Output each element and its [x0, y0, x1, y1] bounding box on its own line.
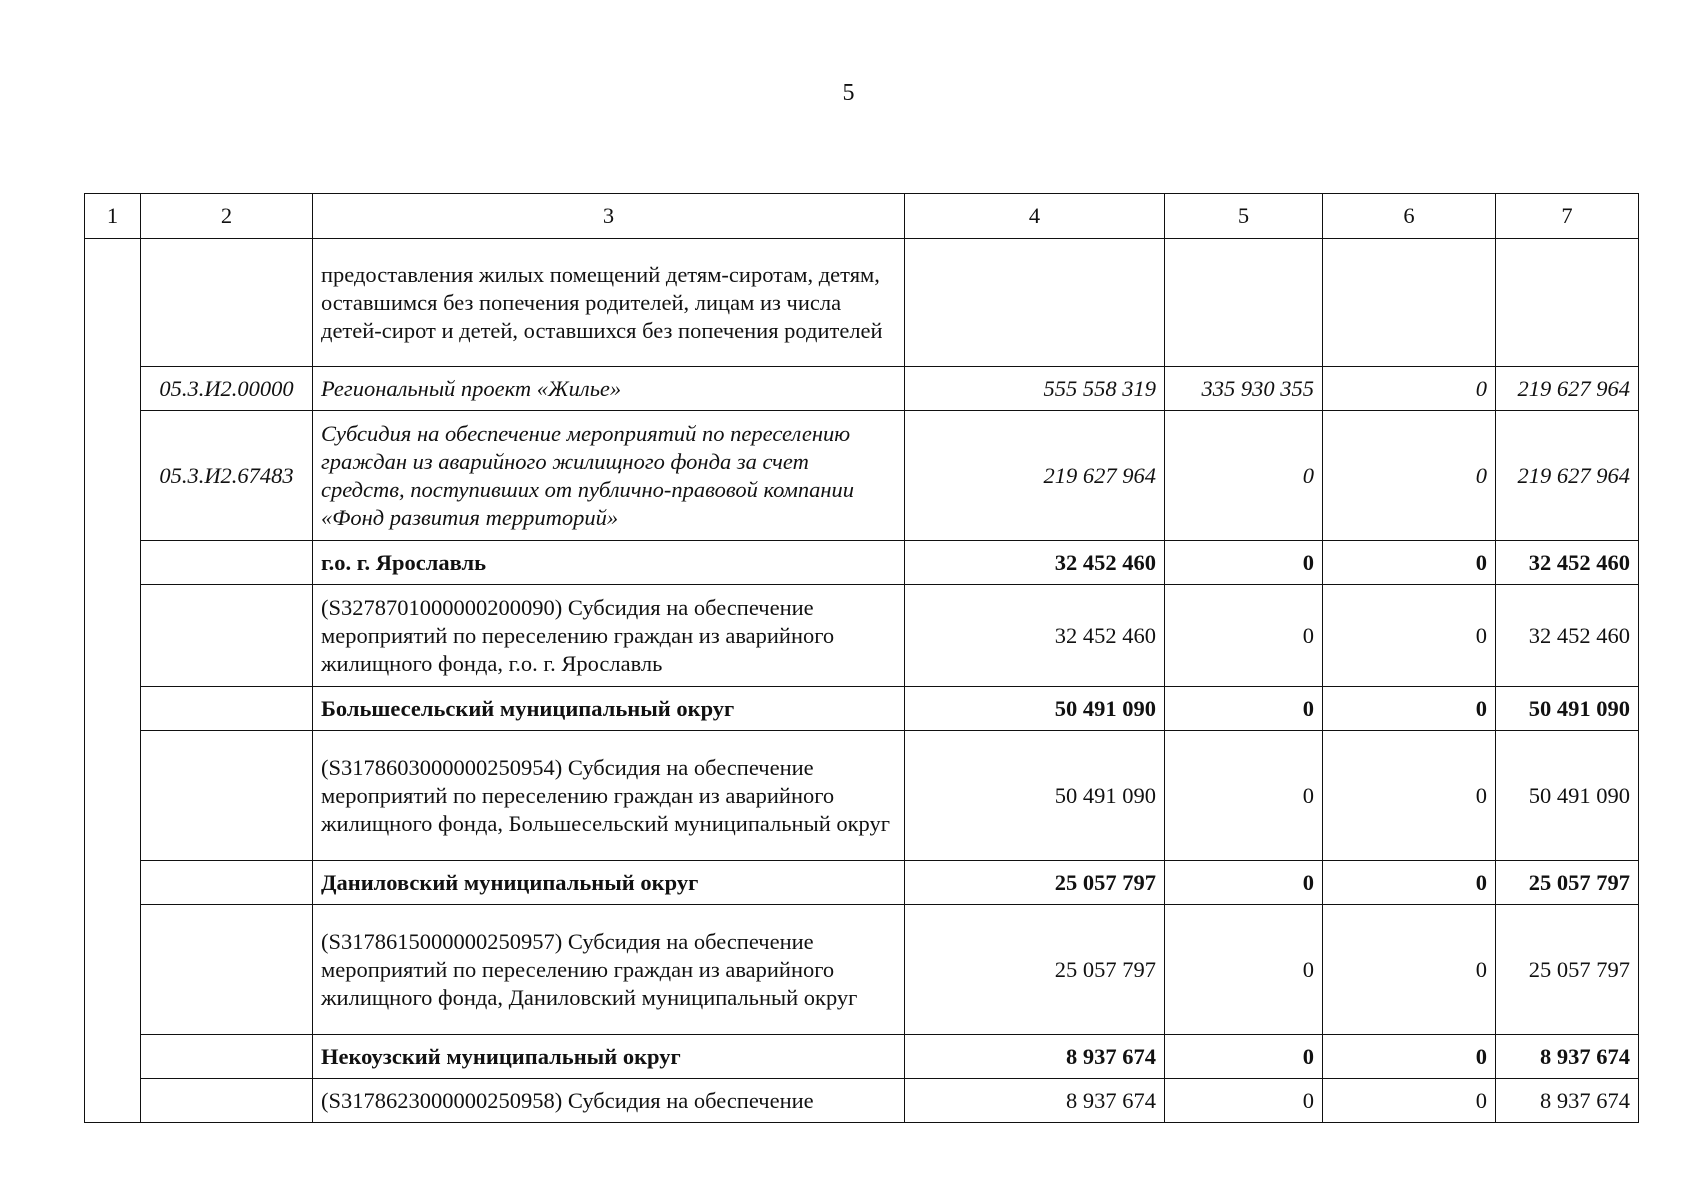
value-cell: 0 [1323, 541, 1496, 585]
value-cell: 25 057 797 [1496, 905, 1639, 1035]
value-cell: 0 [1165, 731, 1323, 861]
value-cell [1165, 239, 1323, 367]
code-cell [141, 1079, 313, 1123]
value-cell: 25 057 797 [905, 861, 1165, 905]
value-cell: 32 452 460 [905, 541, 1165, 585]
value-cell: 0 [1323, 731, 1496, 861]
value-cell: 0 [1323, 687, 1496, 731]
description-cell: (S3178603000000250954) Субсидия на обеспечение мероприятий по переселению граждан из аварийного жилищного фонда, Большесельский муниципальный округ [313, 731, 905, 861]
description-cell: Субсидия на обеспечение мероприятий по переселению граждан из аварийного жилищного фонда за счет средств, поступивших от публично-правовой компании «Фонд развития территорий» [313, 411, 905, 541]
code-cell: 05.3.И2.67483 [141, 411, 313, 541]
description-cell: (S3178623000000250958) Субсидия на обеспечение [313, 1079, 905, 1123]
table-row [85, 861, 1639, 905]
value-cell: 0 [1165, 1035, 1323, 1079]
value-cell: 0 [1165, 411, 1323, 541]
table-row [85, 687, 1639, 731]
value-cell: 335 930 355 [1165, 367, 1323, 411]
column-header: 5 [1165, 194, 1323, 239]
number-cell [85, 239, 141, 1123]
header-row [85, 194, 1639, 239]
page-number: 5 [842, 80, 855, 106]
table-row [85, 239, 1639, 367]
table-row [85, 585, 1639, 687]
description-cell: предоставления жилых помещений детям-сиротам, детям, оставшимся без попечения родителей, лицам из числа детей-сирот и детей, оставшихся без попечения родителей [313, 239, 905, 367]
value-cell: 0 [1165, 905, 1323, 1035]
value-cell: 555 558 319 [905, 367, 1165, 411]
value-cell: 8 937 674 [905, 1079, 1165, 1123]
code-cell [141, 861, 313, 905]
value-cell: 0 [1323, 905, 1496, 1035]
code-cell [141, 585, 313, 687]
table-row [85, 905, 1639, 1035]
value-cell: 25 057 797 [905, 905, 1165, 1035]
table-row [85, 1079, 1639, 1123]
value-cell: 0 [1323, 585, 1496, 687]
table-row [85, 1035, 1639, 1079]
code-cell [141, 239, 313, 367]
code-cell [141, 1035, 313, 1079]
value-cell: 219 627 964 [905, 411, 1165, 541]
value-cell: 0 [1165, 1079, 1323, 1123]
value-cell: 32 452 460 [905, 585, 1165, 687]
description-cell: Региональный проект «Жилье» [313, 367, 905, 411]
description-cell: г.о. г. Ярославль [313, 541, 905, 585]
value-cell [1323, 239, 1496, 367]
code-cell [141, 905, 313, 1035]
value-cell: 25 057 797 [1496, 861, 1639, 905]
value-cell: 8 937 674 [1496, 1035, 1639, 1079]
value-cell: 50 491 090 [1496, 687, 1639, 731]
column-header: 2 [141, 194, 313, 239]
table-row [85, 731, 1639, 861]
value-cell: 50 491 090 [905, 731, 1165, 861]
value-cell: 0 [1165, 585, 1323, 687]
value-cell [1496, 239, 1639, 367]
value-cell: 0 [1165, 687, 1323, 731]
value-cell: 8 937 674 [905, 1035, 1165, 1079]
value-cell: 32 452 460 [1496, 541, 1639, 585]
code-cell [141, 541, 313, 585]
code-cell [141, 687, 313, 731]
description-cell: (S3178615000000250957) Субсидия на обеспечение мероприятий по переселению граждан из аварийного жилищного фонда, Даниловский муниципальный округ [313, 905, 905, 1035]
code-cell [141, 731, 313, 861]
column-header: 4 [905, 194, 1165, 239]
column-header: 7 [1496, 194, 1639, 239]
description-cell: Даниловский муниципальный округ [313, 861, 905, 905]
value-cell: 32 452 460 [1496, 585, 1639, 687]
table-row [85, 411, 1639, 541]
value-cell: 219 627 964 [1496, 367, 1639, 411]
value-cell: 0 [1323, 1035, 1496, 1079]
description-cell: (S3278701000000200090) Субсидия на обеспечение мероприятий по переселению граждан из аварийного жилищного фонда, г.о. г. Ярославль [313, 585, 905, 687]
value-cell: 50 491 090 [905, 687, 1165, 731]
column-header: 6 [1323, 194, 1496, 239]
value-cell [905, 239, 1165, 367]
value-cell: 0 [1165, 861, 1323, 905]
value-cell: 50 491 090 [1496, 731, 1639, 861]
value-cell: 0 [1323, 367, 1496, 411]
column-header: 1 [85, 194, 141, 239]
value-cell: 219 627 964 [1496, 411, 1639, 541]
budget-table [84, 193, 1639, 1123]
value-cell: 8 937 674 [1496, 1079, 1639, 1123]
value-cell: 0 [1323, 861, 1496, 905]
value-cell: 0 [1165, 541, 1323, 585]
value-cell: 0 [1323, 411, 1496, 541]
table-row [85, 367, 1639, 411]
column-header: 3 [313, 194, 905, 239]
description-cell: Большесельский муниципальный округ [313, 687, 905, 731]
table-row [85, 541, 1639, 585]
value-cell: 0 [1323, 1079, 1496, 1123]
description-cell: Некоузский муниципальный округ [313, 1035, 905, 1079]
code-cell: 05.3.И2.00000 [141, 367, 313, 411]
